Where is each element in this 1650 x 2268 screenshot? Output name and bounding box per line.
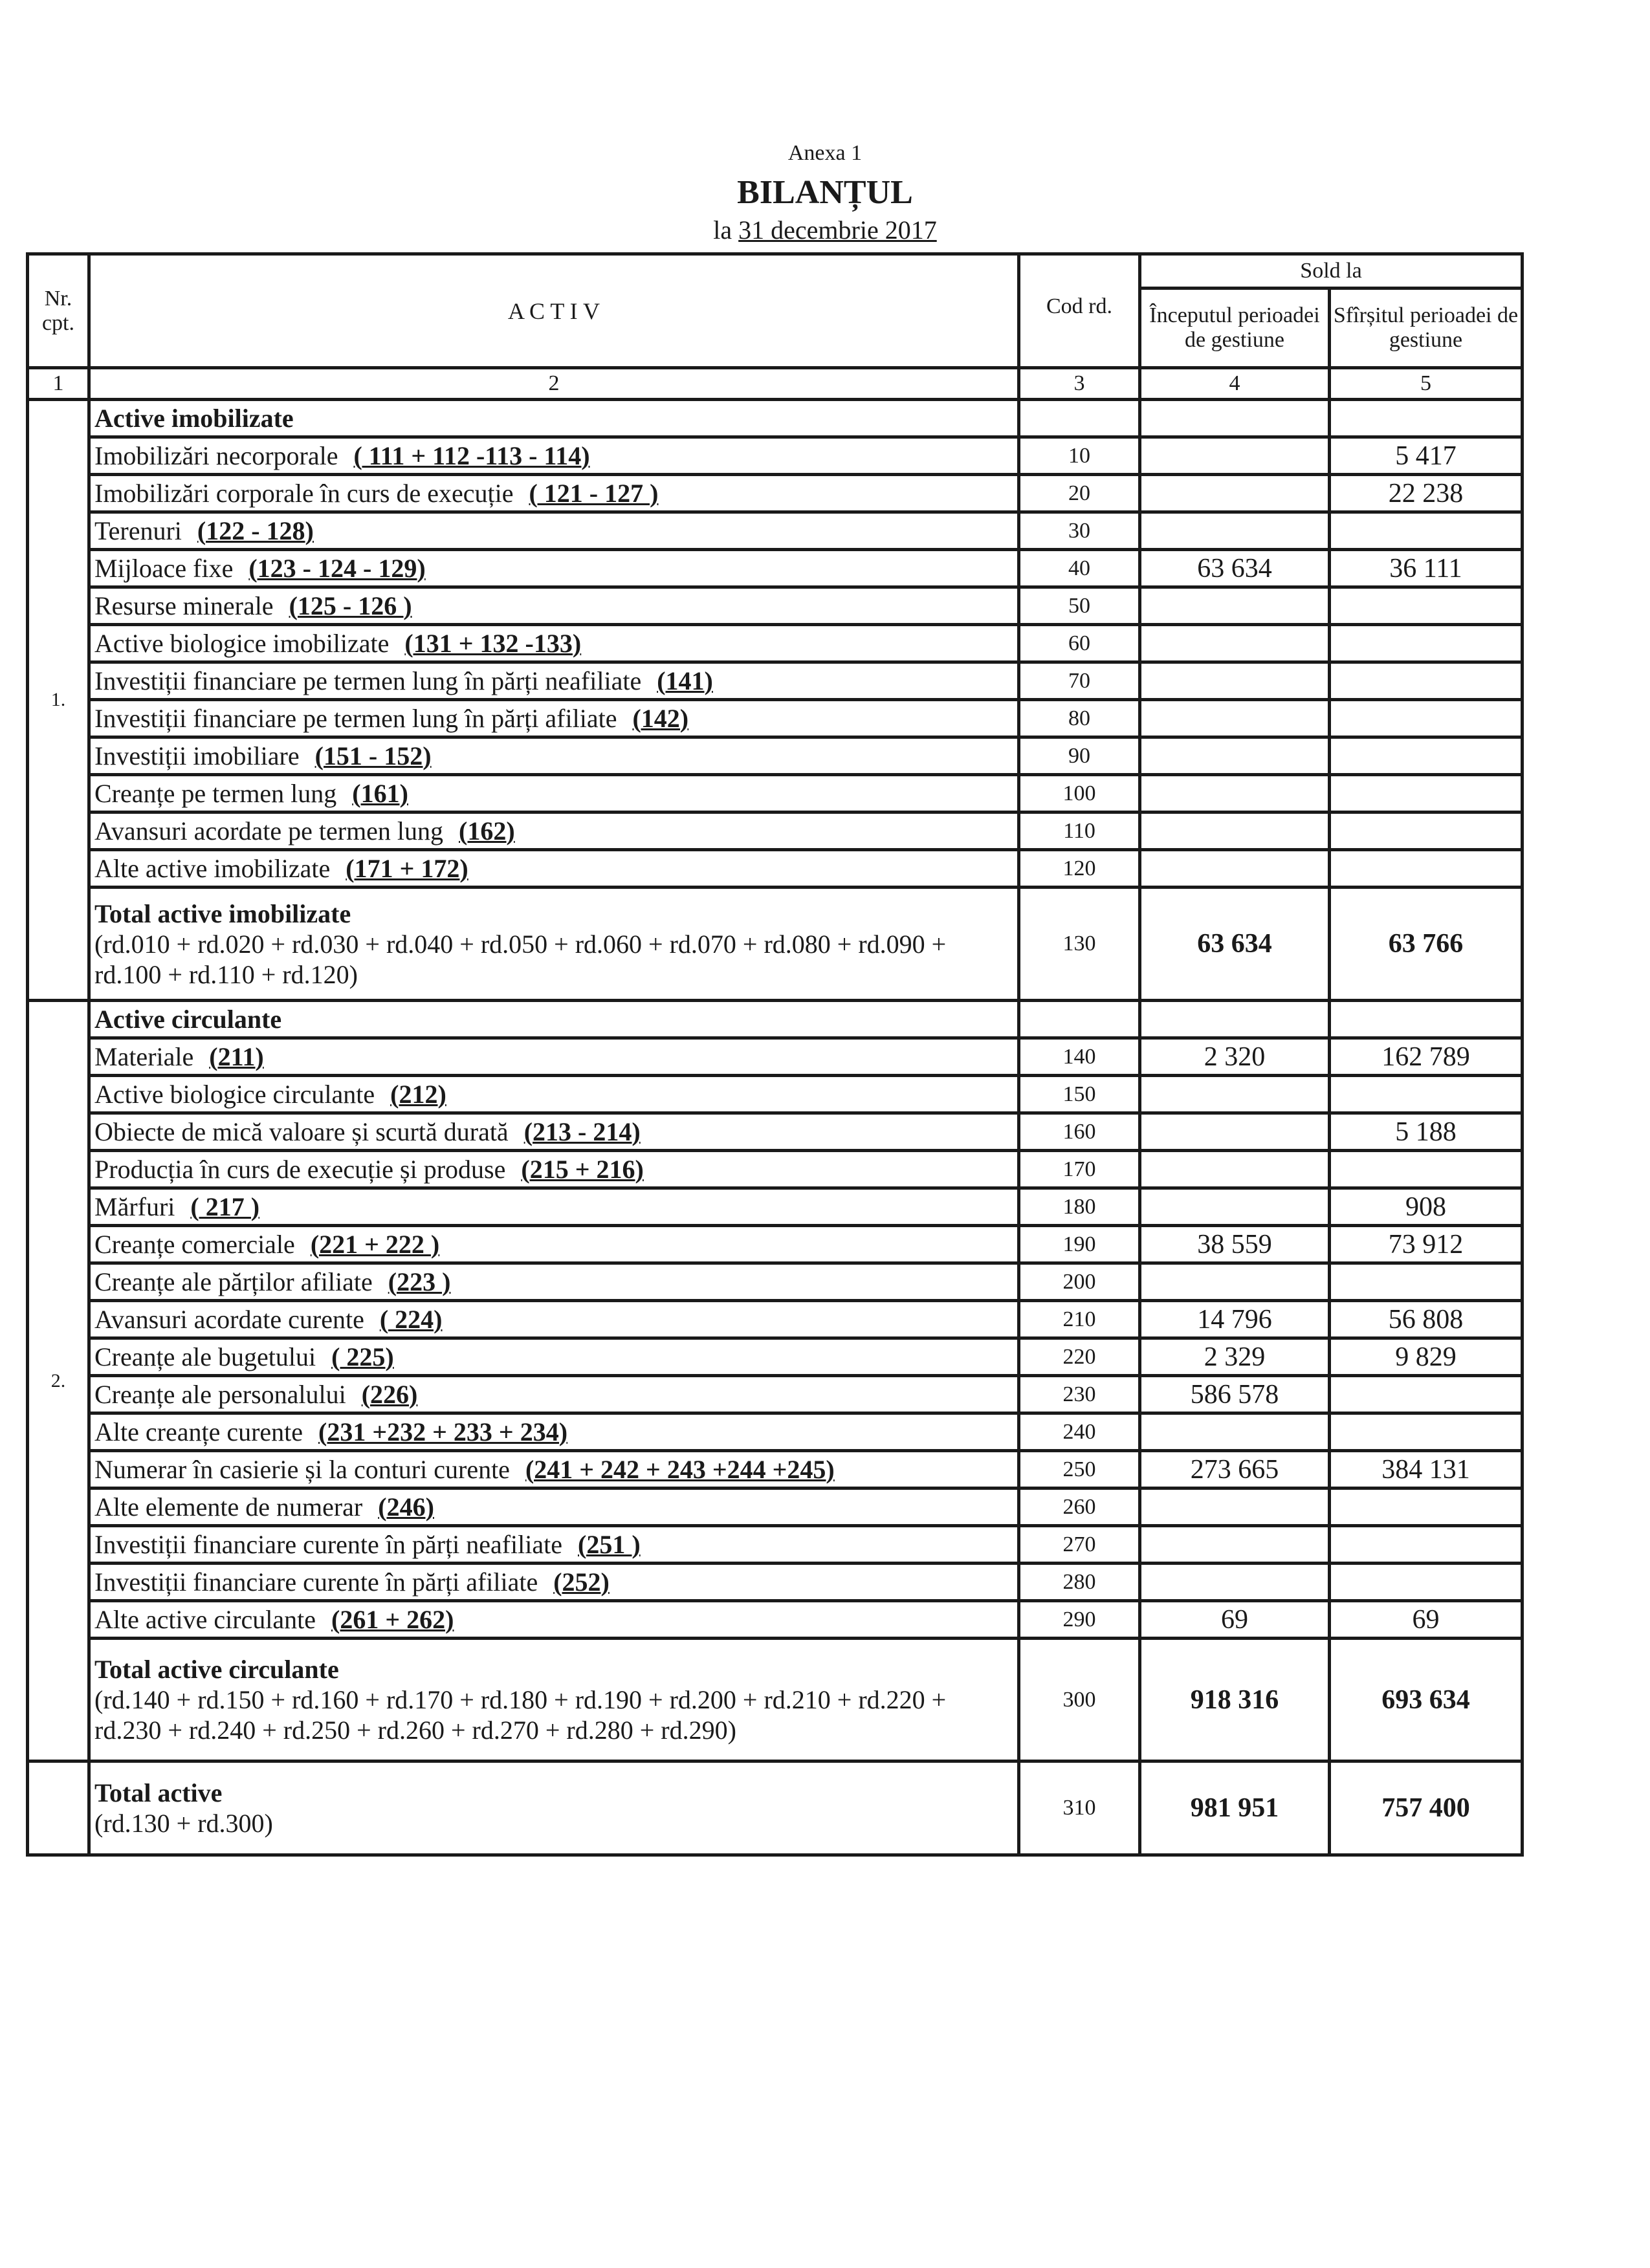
value-end: 693 634 (1330, 1639, 1523, 1761)
row-formula: (261 + 262) (331, 1605, 454, 1634)
row-formula: (162) (459, 816, 515, 845)
table-row (28, 587, 1523, 625)
table-row (28, 1338, 1523, 1376)
row-label (89, 1601, 1019, 1639)
row-formula: (rd.130 + rd.300) (94, 1809, 273, 1838)
row-code: 220 (1019, 1338, 1140, 1376)
row-label (89, 587, 1019, 625)
row-formula: (251 ) (578, 1530, 641, 1559)
row-name: Alte elemente de numerar (94, 1492, 363, 1521)
row-label (89, 812, 1019, 850)
row-label (89, 1301, 1019, 1338)
row-name: Numerar în casierie și la conturi curente (94, 1455, 510, 1484)
value-start (1140, 812, 1330, 850)
table-row (28, 1076, 1523, 1113)
row-code: 50 (1019, 587, 1140, 625)
row-label (89, 625, 1019, 662)
row-name: Mijloace fixe (94, 554, 234, 583)
section-heading: Active circulante (89, 1001, 1019, 1038)
value-end (1330, 1076, 1523, 1113)
empty-cell (28, 1761, 89, 1855)
table-row (28, 625, 1523, 662)
row-code: 180 (1019, 1188, 1140, 1226)
value-end (1330, 737, 1523, 775)
row-formula: (211) (209, 1042, 264, 1071)
table-row (28, 550, 1523, 587)
annex-label: Anexa 1 (787, 141, 863, 165)
table-row (28, 1488, 1523, 1526)
row-code: 170 (1019, 1151, 1140, 1188)
row-label (89, 437, 1019, 475)
row-formula: ( 121 - 127 ) (529, 479, 659, 508)
row-code: 160 (1019, 1113, 1140, 1151)
grand-total-row (28, 1761, 1523, 1855)
value-start (1140, 1188, 1330, 1226)
value-end (1330, 1488, 1523, 1526)
row-name: Avansuri acordate pe termen lung (94, 816, 444, 845)
section-heading-row (28, 400, 1523, 437)
row-label (89, 1338, 1019, 1376)
row-formula: (213 - 214) (523, 1117, 641, 1146)
row-label (89, 1188, 1019, 1226)
row-formula: (241 + 242 + 243 +244 +245) (525, 1455, 835, 1484)
row-name: Alte active circulante (94, 1605, 316, 1634)
value-start (1140, 1151, 1330, 1188)
value-start (1140, 512, 1330, 550)
row-name: Creanțe ale bugetului (94, 1342, 316, 1371)
row-name: Creanțe ale personalului (94, 1380, 346, 1409)
row-name: Alte active imobilizate (94, 854, 331, 883)
row-label (89, 850, 1019, 888)
row-formula: ( 225) (331, 1342, 394, 1371)
row-label (89, 1376, 1019, 1413)
row-code: 280 (1019, 1564, 1140, 1601)
row-label (89, 475, 1019, 512)
row-code: 10 (1019, 437, 1140, 475)
row-code: 190 (1019, 1226, 1140, 1263)
table-row (28, 1451, 1523, 1488)
row-code: 20 (1019, 475, 1140, 512)
row-label (89, 775, 1019, 812)
table-row (28, 437, 1523, 475)
row-label (89, 1076, 1019, 1113)
row-formula: (rd.010 + rd.020 + rd.030 + rd.040 + rd.050 + rd.060 + rd.070 + rd.080 + rd.090 + rd.100 + rd.110 + rd.120) (94, 929, 947, 989)
row-formula: (161) (352, 779, 408, 808)
value-start (1140, 737, 1330, 775)
row-name: Creanțe comerciale (94, 1230, 295, 1259)
row-formula: (246) (378, 1492, 434, 1521)
row-code: 240 (1019, 1413, 1140, 1451)
empty-cell (1019, 1001, 1140, 1038)
row-formula: (131 + 132 -133) (404, 629, 582, 658)
value-end (1330, 775, 1523, 812)
value-start: 2 329 (1140, 1338, 1330, 1376)
value-start (1140, 587, 1330, 625)
row-code: 270 (1019, 1526, 1140, 1564)
row-name: Imobilizări corporale în curs de execuție (94, 479, 514, 508)
row-code: 130 (1019, 888, 1140, 1001)
row-name: Total active imobilizate (94, 899, 351, 928)
table-row (28, 775, 1523, 812)
row-code: 120 (1019, 850, 1140, 888)
header-end: Sfîrșitul perioadei de gestiune (1330, 289, 1523, 368)
row-formula: (151 - 152) (314, 741, 432, 770)
header-activ: A C T I V (89, 254, 1019, 368)
section-number: 2. (28, 1001, 89, 1761)
row-formula: (231 +232 + 233 + 234) (318, 1417, 568, 1446)
value-start: 586 578 (1140, 1376, 1330, 1413)
value-start: 2 320 (1140, 1038, 1330, 1076)
row-label (89, 737, 1019, 775)
row-name: Creanțe ale părților afiliate (94, 1267, 373, 1296)
value-end (1330, 1564, 1523, 1601)
row-code: 260 (1019, 1488, 1140, 1526)
value-start (1140, 700, 1330, 737)
row-code: 230 (1019, 1376, 1140, 1413)
header-nr: Nr. cpt. (28, 254, 89, 368)
col-number-3: 3 (1019, 368, 1140, 400)
row-name: Active biologice circulante (94, 1080, 375, 1109)
value-end: 22 238 (1330, 475, 1523, 512)
col-number-2: 2 (89, 368, 1019, 400)
empty-cell (1330, 400, 1523, 437)
row-code: 80 (1019, 700, 1140, 737)
row-label (89, 1761, 1019, 1855)
row-label (89, 1564, 1019, 1601)
row-formula: (rd.140 + rd.150 + rd.160 + rd.170 + rd.180 + rd.190 + rd.200 + rd.210 + rd.220 + rd.230 + rd.240 + rd.250 + rd.260 + rd.270 + rd.280 + rd.290) (94, 1685, 947, 1745)
value-start (1140, 1263, 1330, 1301)
row-formula: (122 - 128) (197, 516, 314, 545)
value-start (1140, 1564, 1330, 1601)
value-end: 5 188 (1330, 1113, 1523, 1151)
value-end (1330, 850, 1523, 888)
row-code: 30 (1019, 512, 1140, 550)
row-label (89, 662, 1019, 700)
table-row (28, 1151, 1523, 1188)
row-formula: ( 224) (379, 1305, 443, 1334)
row-formula: (123 - 124 - 129) (248, 554, 426, 583)
document-date (0, 215, 1650, 245)
header-sold: Sold la (1140, 254, 1523, 289)
value-end: 36 111 (1330, 550, 1523, 587)
row-name: Imobilizări necorporale (94, 441, 338, 470)
section-heading-row (28, 1001, 1523, 1038)
value-start: 69 (1140, 1601, 1330, 1639)
value-start (1140, 625, 1330, 662)
value-end: 162 789 (1330, 1038, 1523, 1076)
value-end: 384 131 (1330, 1451, 1523, 1488)
row-name: Obiecte de mică valoare și scurtă durată (94, 1117, 509, 1146)
value-end (1330, 700, 1523, 737)
value-end (1330, 1376, 1523, 1413)
col-number-5: 5 (1330, 368, 1523, 400)
value-start (1140, 850, 1330, 888)
row-name: Investiții financiare curente în părți afiliate (94, 1567, 538, 1597)
row-formula: ( 111 + 112 -113 - 114) (353, 441, 590, 470)
value-end (1330, 662, 1523, 700)
table-row (28, 1301, 1523, 1338)
value-start (1140, 662, 1330, 700)
row-formula: (252) (553, 1567, 610, 1597)
row-code: 100 (1019, 775, 1140, 812)
value-end: 63 766 (1330, 888, 1523, 1001)
row-name: Active biologice imobilizate (94, 629, 390, 658)
row-name: Alte creanțe curente (94, 1417, 303, 1446)
row-formula: (171 + 172) (346, 854, 468, 883)
value-start (1140, 1413, 1330, 1451)
row-formula: (215 + 216) (521, 1155, 644, 1184)
header-cod: Cod rd. (1019, 254, 1140, 368)
value-start (1140, 1526, 1330, 1564)
value-end: 56 808 (1330, 1301, 1523, 1338)
table-row (28, 737, 1523, 775)
row-label (89, 1038, 1019, 1076)
row-name: Investiții financiare curente în părți neafiliate (94, 1530, 562, 1559)
value-end: 9 829 (1330, 1338, 1523, 1376)
row-code: 250 (1019, 1451, 1140, 1488)
row-label (89, 1451, 1019, 1488)
row-label (89, 550, 1019, 587)
value-end (1330, 512, 1523, 550)
value-end (1330, 812, 1523, 850)
value-start (1140, 475, 1330, 512)
col-number-1: 1 (28, 368, 89, 400)
value-start (1140, 775, 1330, 812)
table-row (28, 1376, 1523, 1413)
row-code: 90 (1019, 737, 1140, 775)
value-start: 38 559 (1140, 1226, 1330, 1263)
row-code: 110 (1019, 812, 1140, 850)
table-row (28, 812, 1523, 850)
table-row (28, 1526, 1523, 1564)
row-formula: (212) (390, 1080, 446, 1109)
row-formula: (141) (657, 666, 713, 695)
row-label (89, 1226, 1019, 1263)
value-start (1140, 1488, 1330, 1526)
row-name: Producția în curs de execuție și produse (94, 1155, 506, 1184)
row-label (89, 1263, 1019, 1301)
value-start (1140, 1076, 1330, 1113)
value-start: 14 796 (1140, 1301, 1330, 1338)
table-row (28, 1564, 1523, 1601)
row-code: 300 (1019, 1639, 1140, 1761)
header-start: Începutul perioadei de gestiune (1140, 289, 1330, 368)
table-row (28, 1188, 1523, 1226)
table-row (28, 1226, 1523, 1263)
row-name: Investiții imobiliare (94, 741, 300, 770)
value-end (1330, 1413, 1523, 1451)
value-end (1330, 1526, 1523, 1564)
row-name: Terenuri (94, 516, 182, 545)
col-number-4: 4 (1140, 368, 1330, 400)
row-code: 140 (1019, 1038, 1140, 1076)
row-code: 290 (1019, 1601, 1140, 1639)
row-formula: (125 - 126 ) (289, 591, 412, 620)
row-name: Total active circulante (94, 1655, 339, 1684)
row-formula: (221 + 222 ) (310, 1230, 440, 1259)
document-title: BILANȚUL (737, 174, 913, 211)
value-start: 63 634 (1140, 888, 1330, 1001)
table-row (28, 700, 1523, 737)
row-formula: ( 217 ) (190, 1192, 260, 1221)
row-label (89, 1639, 1019, 1761)
row-label (89, 888, 1019, 1001)
value-end (1330, 1263, 1523, 1301)
table-row (28, 1413, 1523, 1451)
table-row (28, 475, 1523, 512)
table-row (28, 1601, 1523, 1639)
empty-cell (1019, 400, 1140, 437)
row-label (89, 700, 1019, 737)
total-row (28, 1639, 1523, 1761)
value-end (1330, 625, 1523, 662)
row-name: Materiale (94, 1042, 194, 1071)
row-name: Avansuri acordate curente (94, 1305, 364, 1334)
total-row (28, 888, 1523, 1001)
row-label (89, 1526, 1019, 1564)
row-name: Resurse minerale (94, 591, 274, 620)
row-formula: (226) (361, 1380, 418, 1409)
date-prefix: la (713, 215, 732, 245)
value-end: 69 (1330, 1601, 1523, 1639)
row-code: 60 (1019, 625, 1140, 662)
empty-cell (1330, 1001, 1523, 1038)
row-name: Total active (94, 1778, 223, 1807)
row-code: 200 (1019, 1263, 1140, 1301)
row-name: Investiții financiare pe termen lung în părți neafiliate (94, 666, 642, 695)
row-code: 40 (1019, 550, 1140, 587)
row-code: 70 (1019, 662, 1140, 700)
row-formula: (223 ) (388, 1267, 451, 1296)
balance-sheet-table (26, 252, 1524, 1857)
value-start (1140, 437, 1330, 475)
row-formula: (142) (632, 704, 689, 733)
empty-cell (1140, 1001, 1330, 1038)
table-row (28, 1038, 1523, 1076)
row-code: 310 (1019, 1761, 1140, 1855)
value-end (1330, 1151, 1523, 1188)
value-start: 63 634 (1140, 550, 1330, 587)
table-row (28, 1263, 1523, 1301)
value-end: 757 400 (1330, 1761, 1523, 1855)
value-end: 5 417 (1330, 437, 1523, 475)
value-start: 918 316 (1140, 1639, 1330, 1761)
value-start (1140, 1113, 1330, 1151)
table-row (28, 662, 1523, 700)
table-row (28, 512, 1523, 550)
section-heading: Active imobilizate (89, 400, 1019, 437)
row-label (89, 1488, 1019, 1526)
row-label (89, 1413, 1019, 1451)
empty-cell (1140, 400, 1330, 437)
row-label (89, 1113, 1019, 1151)
value-end (1330, 587, 1523, 625)
row-name: Mărfuri (94, 1192, 175, 1221)
row-label (89, 1151, 1019, 1188)
value-end: 908 (1330, 1188, 1523, 1226)
value-start: 273 665 (1140, 1451, 1330, 1488)
table-row (28, 1113, 1523, 1151)
table-row (28, 850, 1523, 888)
value-end: 73 912 (1330, 1226, 1523, 1263)
value-start: 981 951 (1140, 1761, 1330, 1855)
section-number: 1. (28, 400, 89, 1001)
row-name: Investiții financiare pe termen lung în părți afiliate (94, 704, 617, 733)
date-value: 31 decembrie 2017 (738, 215, 937, 245)
row-code: 210 (1019, 1301, 1140, 1338)
row-code: 150 (1019, 1076, 1140, 1113)
row-name: Creanțe pe termen lung (94, 779, 337, 808)
row-label (89, 512, 1019, 550)
